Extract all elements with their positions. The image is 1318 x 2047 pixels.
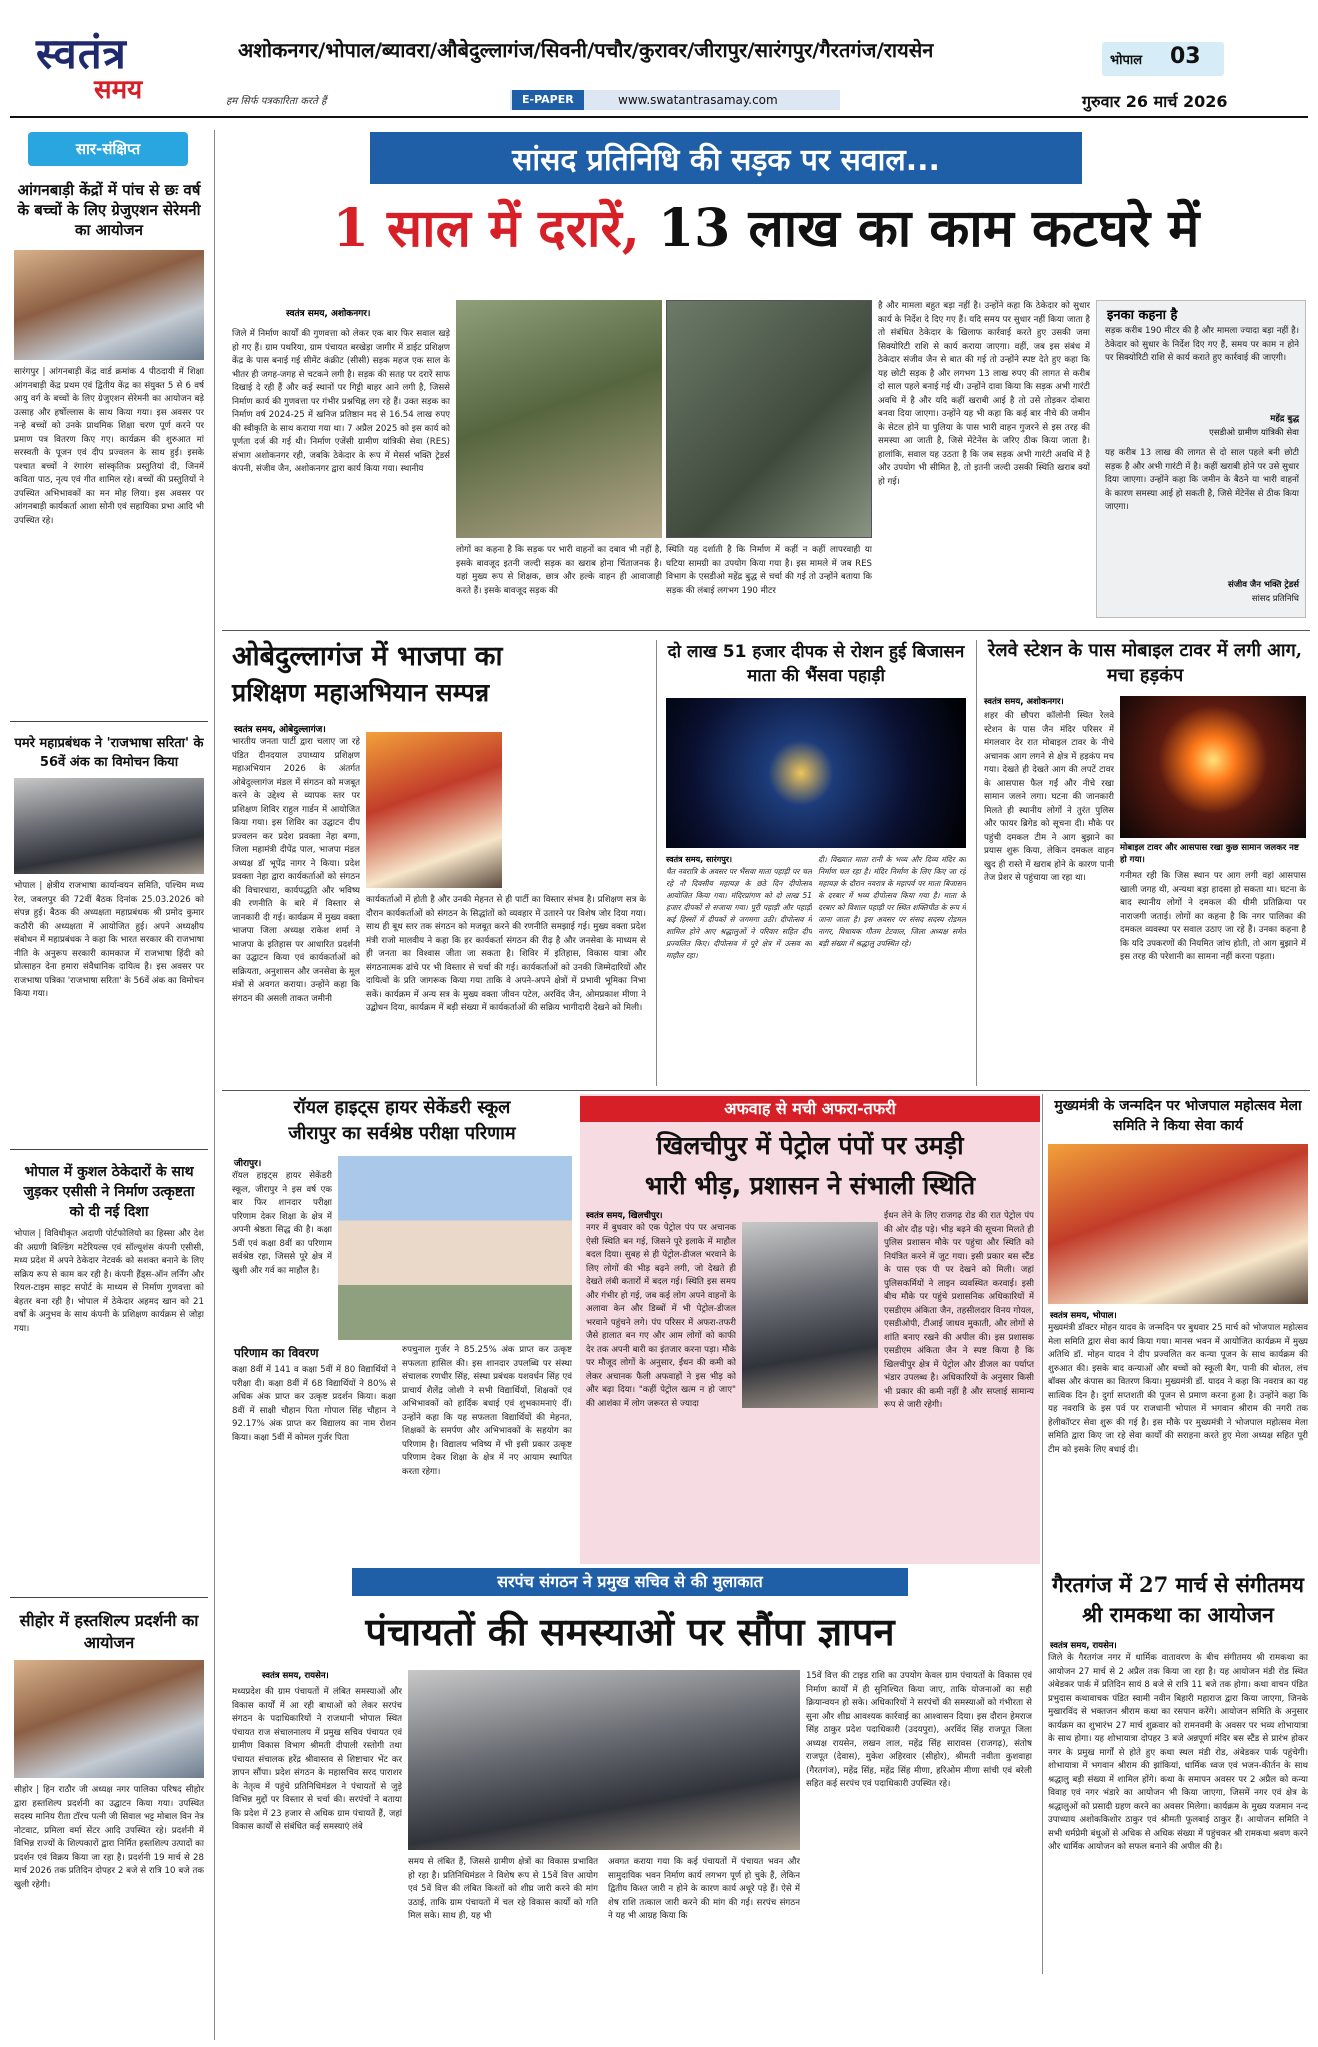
logo-line1: स्वतंत्र <box>36 29 127 78</box>
sidebar-item <box>10 1158 208 1598</box>
fire-text-2: गनीमत रही कि जिस स्थान पर आग लगी वहां आसपास खाली जगह थी, अन्यथा बड़ा हादसा हो सकता था। घटना के बाद स्थानीय लोगों ने दमकल की धीमी प्रतिक्रिया पर नाराजगी जताई। लोगों का कहना है कि नगर पालिका की दमकल व्यवस्था पर सवाल उठाए जा रहे हैं। उनका कहना है कि यदि उपकरणों की नियमित जांच होती, तो आग बुझाने में इस तरह की परेशानी का सामना नहीं करना पड़ता। <box>1120 871 1306 962</box>
logo-line2: समय <box>94 75 143 105</box>
deepak-divider <box>976 640 977 1086</box>
lead-col4: है और मामला बहुत बड़ा नहीं है। उन्होंने कहा कि ठेकेदार को सुधार कार्य के निर्देश दे दिए गए हैं। यदि समय पर सुधार नहीं किया जाता है तो संबंधित ठेकेदार के खिलाफ कार्रवाई करते हुए उसकी जमा सिक्योरिटी राशि से कार्य कराया जाएगा। वहीं, जब इस संबंध में ठेकेदार संजीव जैन से बात की गई तो उन्होंने स्पष्ट देते हुए कहा कि यह छोटी सड़क है और लगभग 13 लाख रुपए की लागत से करीब दो साल पहले बनाई गई थी। उन्होंने दावा किया कि सड़क अभी गारंटी अवधि में है और यदि कहीं खराबी आई है तो उसे तोड़कर दोबारा बनवा दिया जाएगा। उन्होंने यह भी कहा कि कई बार नीचे की जमीन के सेटल होने या पुलिया के पास भारी वाहन गुजरने से इस तरह की समस्या आ जाती है, जिसे मेंटेनेंस के जरिए ठीक किया जाता है। हालांकि, सवाल यह उठता है कि जब सड़क अभी गारंटी अवधि में है और उपयोग भी सीमित है, तो इतनी जल्दी उसकी स्थिति खराब क्यों हो गई। <box>878 301 1090 487</box>
fire-text-1: शहर की छौपरा कॉलोनी स्थित रेलवे स्टेशन के पास जैन मंदिर परिसर में मंगलवार देर रात मोबाइल टावर के नीचे अचानक आग लगने से क्षेत्र में हड़कंप मच गया। देखते ही देखते आग की लपटें टावर के आसपास फैल गईं और नीचे रखा सामान जलने लगा। घटना की जानकारी मिलते ही स्थानीय लोगों ने तुरंत पुलिस और फायर ब्रिगेड को सूचना दी। मौके पर पहुंची दमकल टीम ने आग बुझाने का प्रयास शुरू किया, लेकिन दमकल वाहन खुद ही रास्ते में खराब होने के कारण पानी तेज प्रेशर से पहुंचाया जा रहा था। <box>984 711 1114 883</box>
opinion-quote-2: यह करीब 13 लाख की लागत से दो साल पहले बनी छोटी सड़क है और अभी गारंटी में है। कहीं खराबी होने पर उसे सुधार दिया जाएगा। उन्होंने कहा कि जमीन के बैठने या भारी वाहनों के कारण समस्या आई हो सकती है, जिसे मेंटेनेंस से ठीक किया जाएगा। <box>1105 448 1299 512</box>
sidebar-item-title: भोपाल में कुशल ठेकेदारों के साथ जुड़कर एसीसी ने निर्माण उत्कृष्टता को दी नई दिशा <box>23 1164 195 1220</box>
panchayat-col4: 15वें वित्त की टाइड राशि का उपयोग केवल ग्राम पंचायतों के विकास एवं निर्माण कार्यों में ही सुनिश्चित किया जाए, ताकि योजनाओं का सही क्रियान्वयन हो सके। अधिकारियों ने सरपंचों की समस्याओं को गंभीरता से सुना और शीघ्र आवश्यक कार्रवाई का आश्वासन दिया। इस दौरान हेमराज सिंह ठाकुर प्रदेश पदाधिकारी (उदयपुरा), अरविंद सिंह राजपूत जिला अध्यक्ष रायसेन, लखन लाल, महेंद्र सिंह सारावस (राजगढ़), संतोष राजपूत (देवास), मुकेश अहिरवार (सीहोर), श्रीमती नवीता कुशवाहा (गैरतगंज), महेंद्र सिंह, महेंद्र सिंह मीणा, हरिओम मीणा सांची एवं बरेली सहित कई सरपंच एवं पदाधिकारी उपस्थित रहे। <box>806 1671 1032 1789</box>
cm-headline: मुख्यमंत्री के जन्मदिन पर भोजपाल महोत्सव मेला समिति ने किया सेवा कार्य <box>1054 1098 1302 1134</box>
petrol-headline-2: भारी भीड़, प्रशासन ने संभाली स्थिति <box>644 1171 976 1200</box>
cm-photo <box>1048 1144 1308 1304</box>
panchayat-dateline: स्वतंत्र समय, रायसेन। <box>262 1671 329 1681</box>
petrol-photo <box>742 1222 878 1408</box>
lead-photo-road <box>456 300 662 538</box>
bjp-story <box>222 636 652 1088</box>
bjp-photo <box>366 732 502 888</box>
lead-kicker-text: सांसद प्रतिनिधि की सड़क पर सवाल... <box>512 143 940 178</box>
school-headline-2: जीरापुर का सर्वश्रेष्ठ परीक्षा परिणाम <box>288 1123 516 1144</box>
sidebar-photo <box>14 250 204 360</box>
deepak-story <box>662 636 972 1088</box>
sidebar-header: सार-संक्षिप्त <box>28 132 188 166</box>
lead-photo-culvert <box>666 300 872 538</box>
bjp-divider <box>656 640 657 1086</box>
lead-dateline: स्वतंत्र समय, अशोकनगर। <box>286 309 371 319</box>
lead-col1: जिले में निर्माण कार्यों की गुणवत्ता को लेकर एक बार फिर सवाल खड़े हो गए हैं। ग्राम पथरिया, ग्राम पंचायत बरखेड़ा जागीर में डाईट प्रशिक्षण केंद्र के पास बनाई गई सीमेंट कंक्रीट (सीसी) सड़क महज एक साल के भीतर ही जगह-जगह से चटकने लगी है। सड़क की सतह पर दरारें साफ दिखाई दे रही हैं और कई स्थानों पर गिट्टी बाहर आने लगी है, जिससे निर्माण कार्य की गुणवत्ता पर गंभीर प्रश्नचिह्न लग रहे हैं। उक्त सड़क का निर्माण वर्ष 2024-25 में खनिज प्रतिष्ठान मद से 16.54 लाख रुपए की स्वीकृति के साथ कराया गया था। 7 अप्रैल 2025 को इस कार्य को पूर्णता दर्ज की गई थी। निर्माण एजेंसी ग्रामीण यांत्रिकी सेवा (RES) संभाग अशोकनगर रही, जबकि ठेकेदार के रूप में मेसर्स भक्ति ट्रेडर्स कंपनी, संजीव जैन, अशोकनगर द्वारा कार्य किया गया। स्थानीय <box>232 329 450 474</box>
school-photo <box>338 1156 572 1340</box>
lead-bottom-rule <box>222 630 1310 631</box>
lead-kicker <box>370 132 1082 184</box>
cm-text: मुख्यमंत्री डॉक्टर मोहन यादव के जन्मदिन पर बुधवार 25 मार्च को भोजपाल महोत्सव मेला समिति द्वारा सेवा कार्य किया गया। मानस भवन में आयोजित कार्यक्रम में मुख्य अतिथि डॉ. मोहन यादव ने दीप प्रज्वलित कर कन्या पूजन के साथ कार्यक्रम की शुरुआत की। इसके बाद कन्याओं और बच्चों को स्कूली बैग, पानी की बोतल, लंच बॉक्स और कंपास का वितरण किया। मुख्यमंत्री डॉ. यादव ने कहा कि नवरात्र का यह सात्विक दिन है। दुर्गा सप्तशती की पूजन से प्रमाण करना हुआ है। उन्होंने कहा कि यह नवरात्रि के इस पर्व पर राजधानी भोपाल में भगवान श्रीराम की नगरी तक हेलीकॉप्टर सेवा शुरू की गई है। इस मौके पर मुख्यमंत्री ने भोजपाल महोत्सव मेला समिति द्वारा किए जा रहे सेवा कार्यों की सराहना करते हुए मेला अध्यक्ष सहित पूरी टीम को इसके लिए बधाई दी। <box>1048 1323 1308 1455</box>
fire-photo <box>1120 696 1306 838</box>
cm-divider <box>1042 1094 1043 1974</box>
deepak-headline: दो लाख 51 हजार दीपक से रोशन हुई बिजासन माता की भैंसवा पहाड़ी <box>667 642 965 686</box>
deepak-dateline: स्वतंत्र समय, सारंगपुर। <box>666 855 733 864</box>
ramkatha-headline: गैरतगंज में 27 मार्च से संगीतमय श्री रामकथा का आयोजन <box>1052 1572 1304 1627</box>
opinion-role-2: सांसद प्रतिनिधि <box>1251 594 1299 604</box>
opinion-signature-1: महेंद्र बुद्ध <box>1270 414 1299 424</box>
edition-label: भोपाल <box>1110 53 1143 68</box>
deepak-photo <box>666 698 966 848</box>
sidebar-photo <box>14 1660 204 1778</box>
bjp-headline-1: ओबेदुल्लागंज में भाजपा का <box>232 641 503 672</box>
petrol-dateline: स्वतंत्र समय, खिलचीपुर। <box>586 1211 663 1221</box>
sidebar-item <box>10 176 208 722</box>
school-text-1: रॉयल हाइट्स हायर सेकेंडरी स्कूल, जीरापुर ने इस वर्ष एक बार फिर शानदार परीक्षा परिणाम देकर शिक्षा के क्षेत्र में अपनी श्रेष्ठता सिद्ध की है। कक्षा 5वीं एवं कक्षा 8वीं का परिणाम सर्वश्रेष्ठ रहा, जिससे पूरे क्षेत्र में खुशी और गर्व का माहौल है। <box>232 1171 332 1276</box>
page-number: 03 <box>1170 44 1201 69</box>
lead-headline-black: 13 लाख का काम कटघरे में <box>658 198 1200 259</box>
masthead <box>0 0 1318 118</box>
school-headline-1: रॉयल हाइट्स हायर सेकेंडरी स्कूल <box>293 1097 511 1118</box>
panchayat-photo <box>408 1670 800 1850</box>
cm-story <box>1046 1094 1310 1564</box>
petrol-col1: नगर में बुधवार को एक पेट्रोल पंप पर अचानक ऐसी स्थिति बन गई, जिसने पूरे इलाके में माहौल बदल दिया। सुबह से ही पेट्रोल-डीजल भरवाने के लिए लोगों की भीड़ बढ़ने लगी, जो देखते ही देखते लंबी कतारों में बदल गई। स्थिति इस समय और गंभीर हो गई, जब कई लोग अपने वाहनों के अलावा केन और डिब्बों में भी पेट्रोल-डीजल भरवाने पहुंचने लगे। पंप परिसर में अफरा-तफरी जैसे हालात बन गए और आम लोगों को काफी देर तक अपनी बारी का इंतजार करना पड़ा। मौके पर मौजूद लोगों के अनुसार, ईंधन की कमी को लेकर अचानक फैली अफवाहों ने इस भीड़ को और बढ़ा दिया। "कहीं पेट्रोल खत्म न हो जाए" की आशंका में लोग जरूरत से ज्यादा <box>586 1223 736 1409</box>
school-story <box>222 1094 576 1564</box>
lead-col3: स्थिति यह दर्शाती है कि निर्माण में कहीं न कहीं लापरवाही या घटिया सामग्री का उपयोग किया गया है। इस मामले में जब RES विभाग के एसडीओ महेंद्र बुद्ध से चर्चा की गई तो उन्होंने बताया कि सड़क की लंबाई लगभग 190 मीटर <box>666 545 872 596</box>
fire-story <box>980 636 1310 1088</box>
ramkatha-story <box>1046 1566 1310 2040</box>
sidebar <box>10 130 208 2040</box>
sidebar-item-text: भोपाल | विविधीकृत अदाणी पोर्टफोलियो का हिस्सा और देश की अग्रणी बिल्डिंग मटेरियल्स एवं सॉल्यूशंस कंपनी एसीसी, मध्य प्रदेश में अपने ठेकेदार नेटवर्क को सशक्त बनाने के लिए सक्रिय रूप से काम कर रही है। कंपनी हैंड्स-ऑन लर्निंग और रियल-टाइम साइट सपोर्ट के माध्यम से निर्माण गुणवत्ता को बेहतर बना रही है। भोपाल में ठेकेदार अहमद खान को 21 वर्षों के अनुभव के साथ कंपनी के प्रशिक्षण कार्यक्रम से जोड़ा गया। <box>14 1229 204 1334</box>
epaper-bar <box>510 90 840 110</box>
opinion-role-1: एसडीओ ग्रामीण यांत्रिकी सेवा <box>1209 428 1299 438</box>
city-list: अशोकनगर/भोपाल/ब्यावरा/औबेदुल्लागंज/सिवनी/पचौर/कुरावर/जीरापुर/सारंगपुर/गैरतगंज/रायसेन <box>238 38 934 62</box>
tagline: हम सिर्फ पत्रकारिता करते हैं <box>226 96 327 107</box>
mid-rule <box>222 1090 1310 1091</box>
epaper-label: E-PAPER <box>512 90 584 110</box>
opinion-quote-1: सड़क करीब 190 मीटर की है और मामला ज्यादा बड़ा नहीं है। ठेकेदार को सुधार के निर्देश दिए गए हैं, समय पर काम न होने पर सिक्योरिटी राशि से कार्य कराते हुए कार्रवाई की जाएगी। <box>1105 326 1299 363</box>
ramkatha-text: जिले के गैरतगंज नगर में धार्मिक वातावरण के बीच संगीतमय श्री रामकथा का आयोजन 27 मार्च से 2 अप्रैल तक किया जा रहा है। यह आयोजन मंडी रोड स्थित अंबेडकर पार्क में प्रतिदिन सायं 8 बजे से रात्रि 11 बजे तक होगा। कथा वाचन पंडित प्रभुदास कथावाचक पंडित स्वामी नवीन बिहारी महाराज द्वारा किया जाएगा, जिनके मुखारविंद से भक्तजन श्रीराम कथा का रसपान करेंगे। आयोजन समिति के अनुसार कार्यक्रम का शुभारंभ 27 मार्च शुक्रवार को रामनवमी के अवसर पर भव्य शोभायात्रा के साथ होगा। यह शोभायात्रा दोपहर 3 बजे अन्नपूर्णा मंदिर बस स्टैंड से प्रारंभ होकर नगर के प्रमुख मार्गों से होते हुए कथा स्थल मंडी रोड, अंबेडकर पार्क पहुंचेगी। शोभायात्रा में भगवान श्रीराम की झांकियां, धार्मिक ध्वज एवं भजन-कीर्तन के साथ श्रद्धालु बड़ी संख्या में शामिल होंगे। कथा के समापन अवसर पर 2 अप्रैल को कन्या विवाह एवं नगर भंडारे का आयोजन भी किया जाएगा, जिसमें नगर एवं क्षेत्र के श्रद्धालुओं को प्रसादी ग्रहण करने का अवसर मिलेगा। कार्यक्रम के मुख्य यजमान नन्द उपाध्याय अशोककिशोर ठाकुर एवं श्रीमती फूलबाई ठाकुर हैं। आयोजन समिति ने सभी धर्मप्रेमी बंधुओं से अधिक से अधिक संख्या में पहुंचकर श्री रामकथा श्रवण करने और धार्मिक आयोजन को सफल बनाने की अपील की है। <box>1048 1653 1308 1852</box>
school-subhead: परिणाम का विवरण <box>234 1346 319 1360</box>
logo <box>36 24 176 114</box>
petrol-headline-1: खिलचीपुर में पेट्रोल पंपों पर उमड़ी <box>656 1131 964 1160</box>
deepak-col2: दी। विख्यात माता रानी के भव्य और दिव्य मंदिर का निर्माण चल रहा है। मंदिर निर्माण के लिए किए जा रहे महायज्ञ के दौरान नवरात्र के महापर्व पर माता बिजासन के दरबार में भव्य दीपोत्सव किया गया है। माता के दरबार को विशाल पहाड़ी पर स्थित शक्तिपीठ के रूप में जाना जाता है। इस अवसर पर संसद सदस्य रोडमल नागर, विधायक गौतम टेटवाल, जिला अध्यक्ष समेत बड़ी संख्या में श्रद्धालु उपस्थित रहे। <box>818 855 966 948</box>
bjp-headline-2: प्रशिक्षण महाअभियान सम्पन्न <box>232 678 490 707</box>
petrol-kicker: अफवाह से मची अफरा-तफरी <box>580 1096 1040 1122</box>
sidebar-photo <box>14 778 204 874</box>
bjp-col2: कार्यकर्ताओं में होती है और उनकी मेहनत से ही पार्टी का विस्तार संभव है। प्रशिक्षण सत्र के दौरान कार्यकर्ताओं को संगठन के सिद्धांतों को व्यवहार में उतारने पर विशेष जोर दिया गया। साथ ही बूथ स्तर तक संगठन को मजबूत करने की रणनीति समझाई गई। मुख्य वक्ता प्रदेश मंत्री राजो मालवीय ने कहा कि हर कार्यकर्ता संगठन की रीढ़ है और जनसेवा के माध्यम से ही जनता का विश्वास जीता जा सकता है। शिविर में इतिहास, विकास यात्रा और संगठनात्मक ढांचे पर भी विस्तार से चर्चा की गई। कार्यकर्ताओं को उनकी जिम्मेदारियों और दायित्वों के प्रति जागरूक किया गया ताकि वे अपने-अपने क्षेत्रों में प्रभावी भूमिका निभा सकें। कार्यक्रम में अन्य सत्र के मुख्य वक्ता जीवन पटेल, अरविंद जैन, ओमप्रकाश मीणा ने उद्बोधन दिया, कार्यक्रम में बड़ी संख्या में कार्यकर्ताओं की सक्रिय भागीदारी देखने को मिली। <box>366 895 646 1013</box>
fire-dateline: स्वतंत्र समय, अशोकनगर। <box>984 697 1064 707</box>
masthead-rule <box>10 116 1308 118</box>
sidebar-item-text: सीहोर | हिन राठौर जी अध्यक्ष नगर पालिका परिषद सीहोर द्वारा हस्तशिल्प प्रदर्शनी का उद्घाटन किया गया। उपस्थित सदस्य मानिय रीता टॉरच पत्नी जी सिवाल भट्ट मोबाल विन नेत्र नोटवाट, प्रमिला वर्मा सेंटर आदि उपस्थित रहे। प्रदर्शनी में विभिन्न राज्यों के शिल्पकारों द्वारा निर्मित हस्तशिल्प उत्पादों का प्रदर्शन एवं विक्रय किया जा रहा है। प्रदर्शनी 19 मार्च से 28 मार्च 2026 तक प्रतिदिन दोपहर 2 बजे से रात्रि 10 बजे तक खुली रहेगी। <box>14 1785 204 1890</box>
deepak-col1: चैत नवरात्रि के अवसर पर भैंसवा माता पहाड़ी पर चल रहे नौ दिवसीय महायज्ञ के छठे दिन दीपोत्सव आयोजित किया गया। मंदिरप्रांगण को दो लाख 51 हजार दीपकों से सजाया गया। पूरी पहाड़ी और पहाड़ी कई हिस्सों में दीपकों से जगमगा उठी। दीपोत्सव में शामिल होने आए श्रद्धालुओं ने परिवार सहित दीप प्रज्वलित किए। दीपोत्सव में पूरे क्षेत्र में उत्सव का माहौल रहा। <box>666 867 812 960</box>
panchayat-col3: अवगत कराया गया कि कई पंचायतों में पंचायत भवन और सामुदायिक भवन निर्माण कार्य लगभग पूर्ण हो चुके हैं, लेकिन द्वितीय किश्त जारी न होने के कारण कार्य अधूरे पड़े हैं। ऐसे में शेष राशि तत्काल जारी करने की मांग की गई। सरपंच संगठन ने यह भी आग्रह किया कि <box>608 1857 800 1921</box>
panchayat-story <box>222 1566 1038 2040</box>
sidebar-item-title: आंगनबाड़ी केंद्रों में पांच से छः वर्ष के बच्चों के लिए ग्रेजुएशन सेरेमनी का आयोजन <box>17 181 201 239</box>
opinion-box <box>1096 300 1306 618</box>
issue-date: गुरुवार 26 मार्च 2026 <box>1082 92 1228 111</box>
school-text-2: कक्षा 8वीं में 141 व कक्षा 5वीं में 80 विद्यार्थियों ने परीक्षा दी। कक्षा 8वीं में 68 विद्यार्थियों ने 80% से अधिक अंक प्राप्त कर उत्कृष्ट प्रदर्शन किया। कक्षा 8वीं में साक्षी चौहान पिता गोपाल सिंह चौहान ने 92.17% अंक प्राप्त कर विद्यालय का नाम रोशन किया। कक्षा 5वीं में कोमल गुर्जर पिता <box>232 1365 396 1443</box>
school-dateline: जीरापुर। <box>234 1159 262 1169</box>
website-link[interactable]: www.swatantrasamay.com <box>618 93 778 107</box>
panchayat-kicker: सरपंच संगठन ने प्रमुख सचिव से की मुलाकात <box>352 1568 908 1596</box>
lead-col2: लोगों का कहना है कि सड़क पर भारी वाहनों का दबाव भी नहीं है, इसके बावजूद इतनी जल्दी सड़क का खराब होना चिंताजनक है। यहां मुख्य रूप से शिक्षक, छात्र और हल्के वाहन ही आवाजाही करते हैं। इसके बावजूद सड़क की <box>456 545 662 596</box>
petrol-story <box>580 1094 1040 1564</box>
edition-box <box>1102 42 1224 76</box>
sidebar-item-title: सीहोर में हस्तशिल्प प्रदर्शनी का आयोजन <box>19 1611 199 1652</box>
lead-story <box>222 128 1310 628</box>
fire-photo-caption: मोबाइल टावर और आसपास रखा कुछ सामान जलकर नष्ट हो गया। <box>1120 843 1299 865</box>
fire-headline: रेलवे स्टेशन के पास मोबाइल टावर में लगी आग, मचा हड़कंप <box>988 640 1302 686</box>
sidebar-item <box>10 1606 208 2036</box>
lead-headline <box>222 196 1310 262</box>
panchayat-col2: समय से लंबित हैं, जिससे ग्रामीण क्षेत्रों का विकास प्रभावित हो रहा है। प्रतिनिधिमंडल ने विशेष रूप से 15वें वित्त आयोग एवं 5वें वित्त की लंबित किश्तों को शीघ्र जारी करने की मांग उठाई, ताकि ग्राम पंचायतों में चल रहे विकास कार्यों को गति मिल सके। साथ ही, यह भी <box>408 1857 598 1921</box>
panchayat-headline: पंचायतों की समस्याओं पर सौंपा ज्ञापन <box>365 1609 895 1654</box>
sidebar-item <box>10 730 208 1150</box>
petrol-col2: ईंधन लेने के लिए राजगढ़ रोड की रात पेट्रोल पंप की ओर दौड़ पड़े। भीड़ बढ़ने की सूचना मिलते ही पुलिस प्रशासन मौके पर पहुंचा और स्थिति को नियंत्रित करने में जुट गया। इसी प्रकार बस स्टैंड के पास एक पी पर देखने को मिली। जहां पुलिसकर्मियों ने लाइन व्यवस्थित करवाई। इसी बीच मौके पर पहुंचे प्रशासनिक अधिकारियों में एसडीएम अंकिता जैन, तहसीलदार विनय गोयल, एसडीओपी, टीआई जाधव मुकाती, और लोगों से शांति बनाए रखने की अपील की। इस प्रशासक एसडीएम अंकिता जैन ने स्पष्ट किया है कि खिलचीपुर क्षेत्र में पेट्रोल और डीजल का पर्याप्त भंडार उपलब्ध है। अधिकारियों के अनुसार किसी भी प्रकार की कमी नहीं है और सप्लाई सामान्य रूप से जारी रहेगी। <box>884 1211 1034 1410</box>
bjp-col1: भारतीय जनता पार्टी द्वारा चलाए जा रहे पंडित दीनदयाल उपाध्याय प्रशिक्षण महाअभियान 2026 के अंतर्गत ओबेदुल्लागंज मंडल में संगठन को मजबूत करने के उद्देश्य से व्यापक स्तर पर प्रशिक्षण शिविर राहुल गार्डन में आयोजित किया गया। इस शिविर का उद्घाटन दीप प्रज्वलन कर प्रदेश प्रवक्ता नेहा बग्गा, जिला महामंत्री दीपेंद्र पाल, भाजपा मंडल अध्यक्ष डॉ भूपेंद्र नागर ने किया। प्रदेश प्रवक्ता नेहा द्वारा कार्यकर्ताओं को संगठन की विचारधारा, कार्यपद्धति और भविष्य की रणनीति के बारे में विस्तार से जानकारी दी गई। कार्यक्रम में मुख्य वक्ता भाजपा जिला अध्यक्ष राकेश शर्मा ने भाजपा के इतिहास पर आधारित प्रदर्शनी का उद्घाटन किया एवं कार्यकर्ताओं को सक्रियता, अनुशासन और जनसेवा के मूल मंत्रों से अवगत कराया। उन्होंने कहा कि संगठन की असली ताकत जमीनी <box>232 737 360 1004</box>
sidebar-divider <box>214 130 215 2040</box>
sidebar-item-text: सारंगपुर | आंगनबाड़ी केंद्र वार्ड क्रमांक 4 पीठदायी में शिक्षा आंगनबाड़ी केंद्र प्रथम एवं द्वितीय केंद्र का संयुक्त 5 से 6 वर्ष आयु वर्ग के बच्चों के लिए ग्रेजुएशन सेरेमनी का आयोजन बड़े उत्साह और हर्षोल्लास के साथ किया गया। इस अवसर पर नन्हे बच्चों को उनके प्राथमिक शिक्षा चरण पूर्ण करने पर प्रमाण पत्र वितरण किए गए। कार्यक्रम की शुरुआत मां सरस्वती के पूजन एवं दीप प्रज्वलन के साथ हुई। इसके पश्चात बच्चों ने रंगारंग सांस्कृतिक प्रस्तुतियां दी, जिनमें कविता पाठ, नृत्य एवं गीत शामिल रहे। बच्चों की प्रस्तुतियों ने उपस्थित अभिभावकों का मन मोह लिया। इस अवसर पर आंगनबाड़ी कार्यकर्ता आशा सोनी एवं सहायिका प्रभा आदि भी उपस्थित रहे। <box>14 367 204 526</box>
opinion-box-title: इनका कहना है <box>1107 308 1178 323</box>
sidebar-item-text: भोपाल | क्षेत्रीय राजभाषा कार्यान्वयन समिति, पश्चिम मध्य रेल, जबलपुर की 72वीं बैठक दिनांक 25.03.2026 को संपन्न हुई। बैठक की अध्यक्षता महाप्रबंधक श्री प्रमोद कुमार कठौरी की अध्यक्षता में आयोजित हुई। अपने अध्यक्षीय संबोधन में महाप्रबंधक ने कहा कि भारत सरकार की राजभाषा नीति के अनुरूप सरकारी कामकाज में राजभाषा हिंदी को प्रोत्साहन देना हमारा संवैधानिक दायित्व है। इस अवसर पर राजभाषा पत्रिका 'राजभाषा सरिता' के 56वें अंक का विमोचन किया गया। <box>14 881 204 999</box>
cm-dateline: स्वतंत्र समय, भोपाल। <box>1050 1311 1117 1321</box>
panchayat-col1: मध्यप्रदेश की ग्राम पंचायतों में लंबित समस्याओं और विकास कार्यों में आ रही बाधाओं को लेकर सरपंच संगठन के पदाधिकारियों ने राजधानी भोपाल स्थित पंचायत राज संचालनालय में प्रमुख सचिव पंचायत एवं ग्रामीण विकास विभाग श्रीमती दीपाली रस्तोगी तथा पंचायत संचालक हरेंद्र श्रीवास्तव से शिष्टाचार भेंट कर ज्ञापन सौंपा। प्रदेश संगठन के महासचिव सरद पाराशर के नेतृत्व में पहुंचे प्रतिनिधिमंडल ने पंचायतों से जुड़े विभिन्न मुद्दों पर विस्तार से चर्चा की। सरपंचों ने बताया कि प्रदेश में 23 हजार से अधिक ग्राम पंचायतें हैं, जहां विकास कार्यों से संबंधित कई समस्याएं लंबे <box>232 1687 402 1832</box>
lead-headline-red: 1 साल में दरारें, <box>332 198 640 259</box>
opinion-signature-2: संजीव जैन भक्ति ट्रेडर्स <box>1227 580 1299 590</box>
bjp-dateline: स्वतंत्र समय, ओबेदुल्लागंज। <box>234 725 326 735</box>
ramkatha-dateline: स्वतंत्र समय, रायसेन। <box>1050 1641 1117 1651</box>
sidebar-item-title: पमरे महाप्रबंधक ने 'राजभाषा सरिता' के 56वें अंक का विमोचन किया <box>14 736 204 770</box>
school-text-3: रुपचुनाल गुर्जर ने 85.25% अंक प्राप्त कर उत्कृष्ट सफलता हासिल की। इस शानदार उपलब्धि पर संस्था संचालक रणधीर सिंह, संस्था प्रबंधक यशवर्धन सिंह एवं प्राचार्य शैलेंद्र जोशी ने सभी विद्यार्थियों, शिक्षकों एवं अभिभावकों को हार्दिक बधाई एवं शुभकामनाएं दीं। उन्होंने कहा कि यह सफलता विद्यार्थियों की मेहनत, शिक्षकों के समर्पण और अभिभावकों के सहयोग का परिणाम है। विद्यालय भविष्य में भी इसी प्रकार उत्कृष्ट परिणाम देकर शिक्षा के क्षेत्र में नए आयाम स्थापित करता रहेगा। <box>402 1345 572 1477</box>
